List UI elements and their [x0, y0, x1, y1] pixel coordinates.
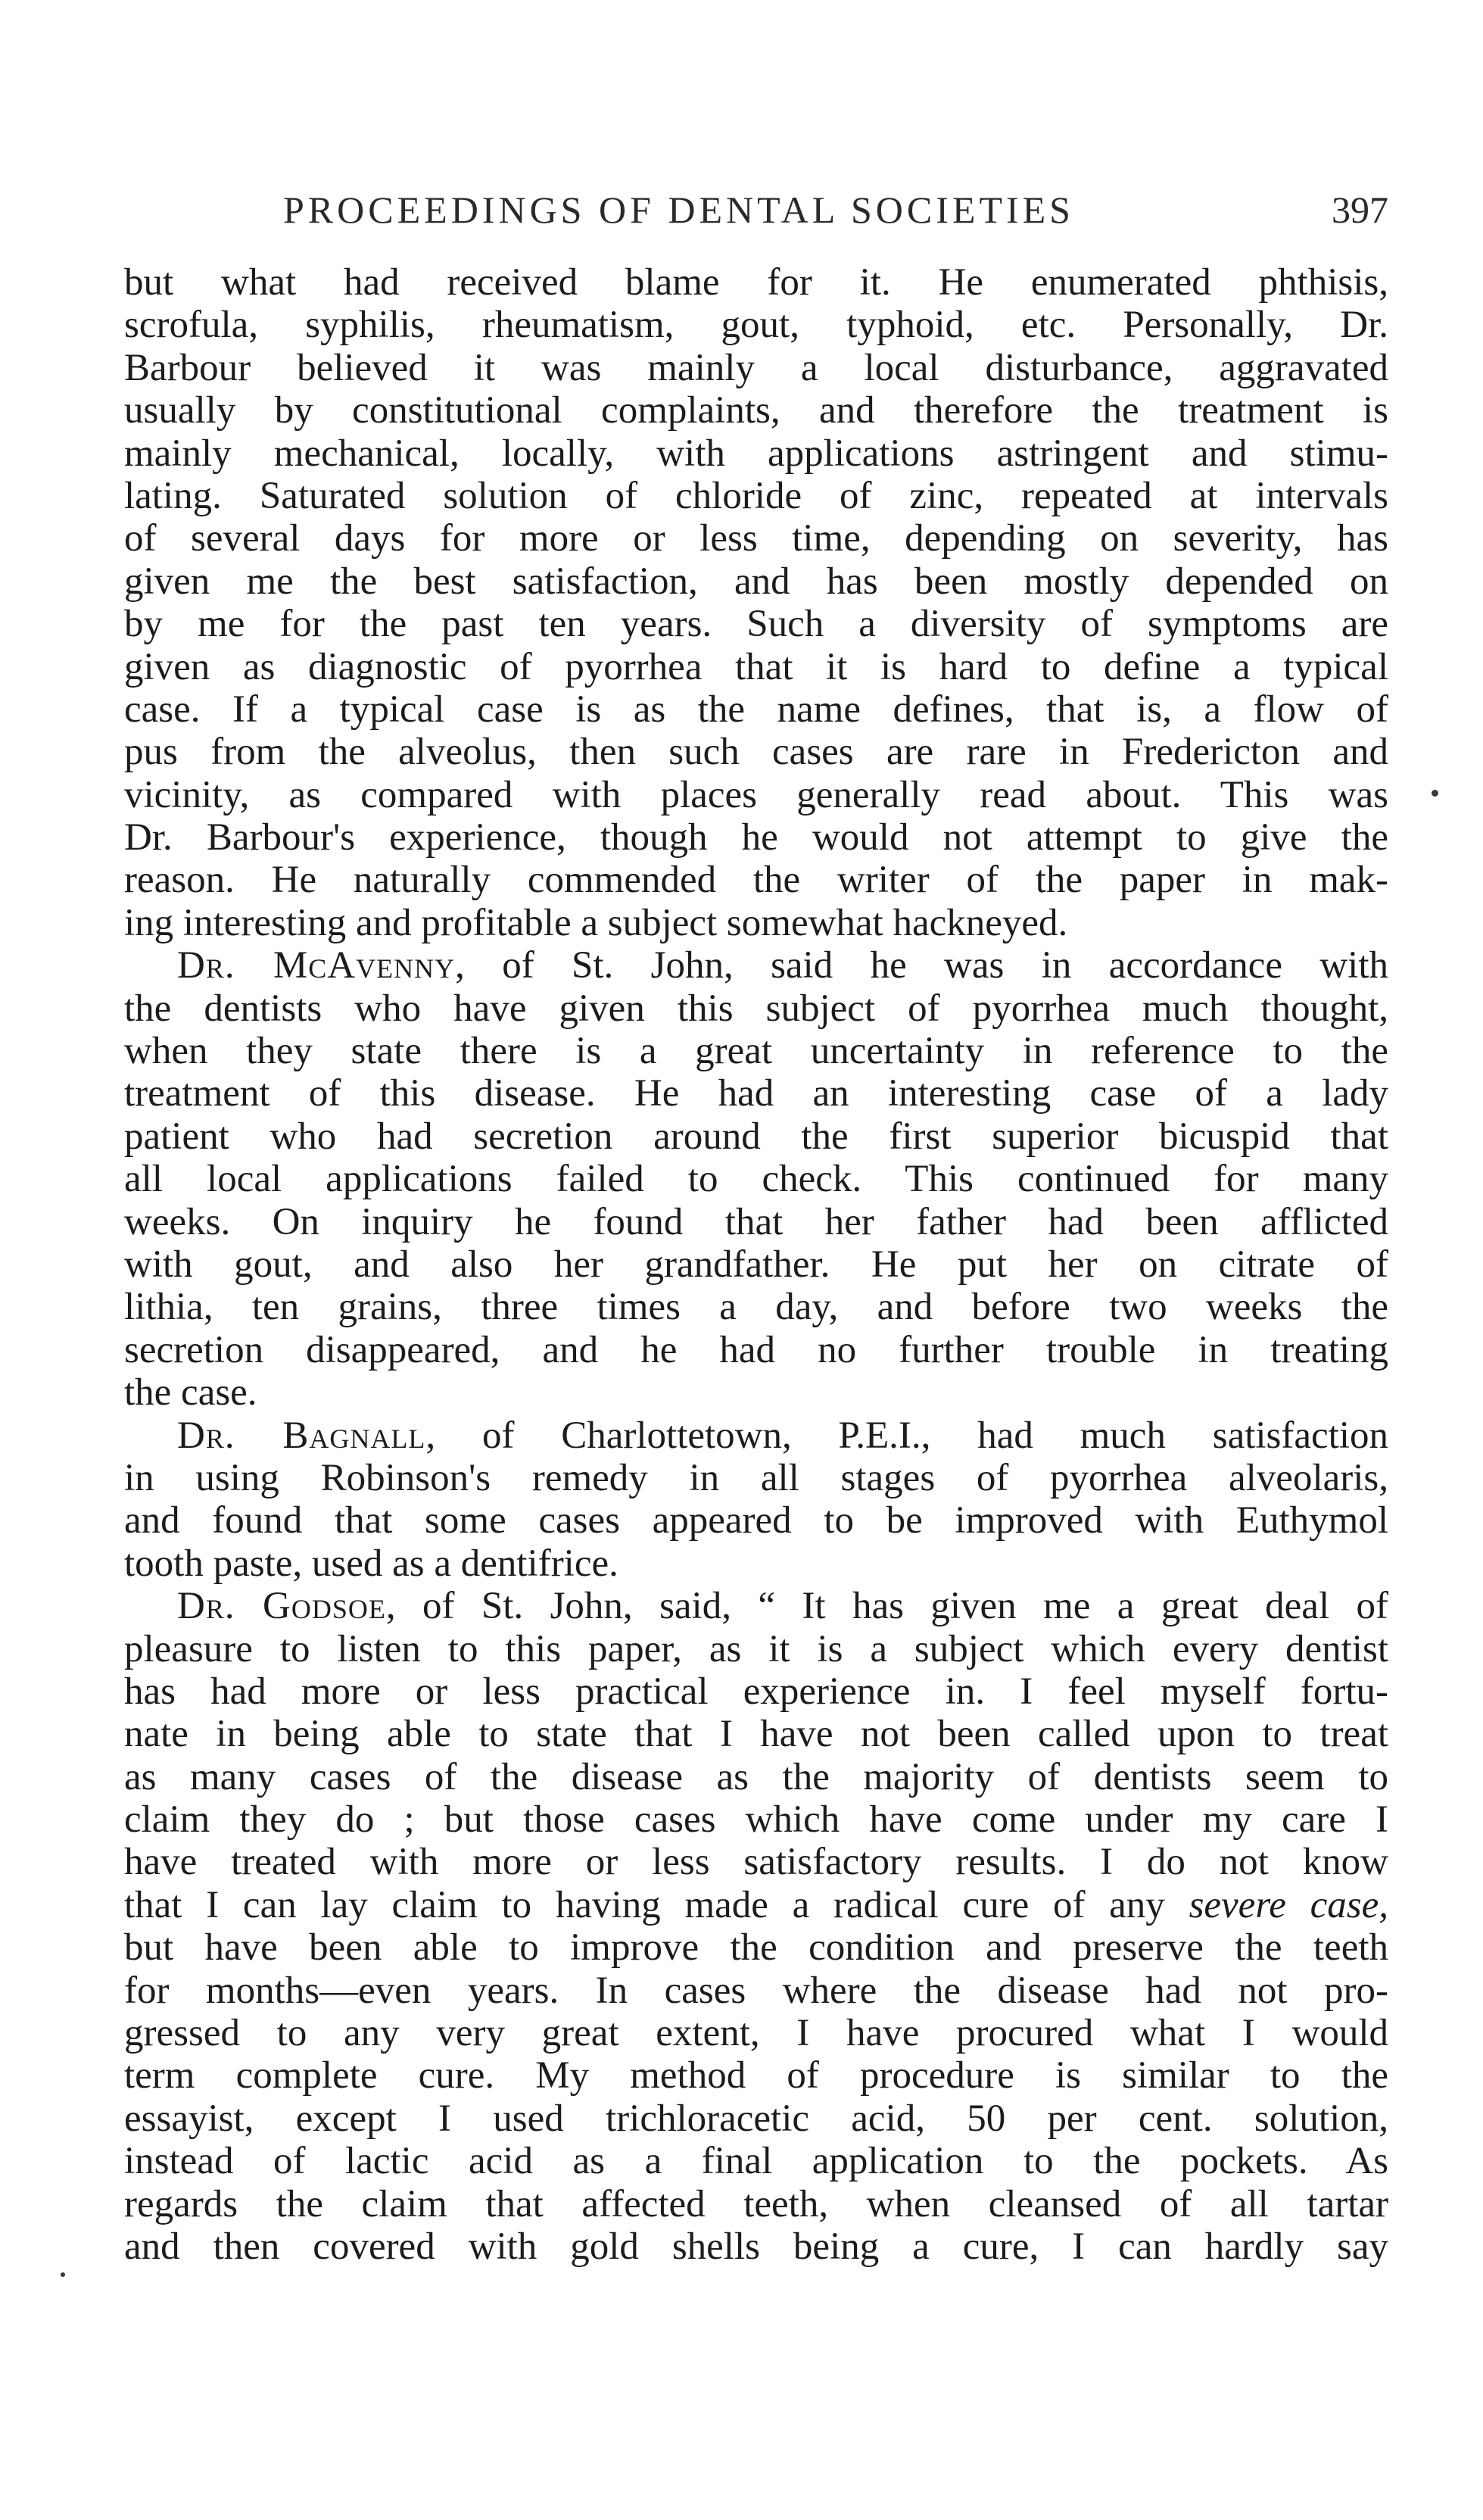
text-line — [124, 1585, 1388, 1627]
text-line: has had more or less practical experience in. I feel myself fortu- — [124, 1670, 1388, 1713]
text-line: by me for the past ten years. Such a diversity of symptoms are — [124, 603, 1388, 646]
text-line: Dr. Barbour's experience, though he would not attempt to give the — [124, 816, 1388, 859]
italic-phrase: severe case, — [1189, 1883, 1388, 1926]
text-line: but what had received blame for it. He enumerated phthisis, — [124, 261, 1388, 304]
text-line: and found that some cases appeared to be improved with Euthymol — [124, 1499, 1388, 1542]
text-line: Barbour believed it was mainly a local disturbance, aggravated — [124, 346, 1388, 389]
text-line: have treated with more or less satisfactory results. I do not know — [124, 1841, 1388, 1884]
text-line: secretion disappeared, and he had no further trouble in treating — [124, 1328, 1388, 1371]
text-line: term complete cure. My method of procedure is similar to the — [124, 2054, 1388, 2097]
text-line: the case. — [124, 1371, 257, 1414]
text-line: claim they do ; but those cases which have come under my care I — [124, 1798, 1388, 1842]
text-line: ing interesting and profitable a subject somewhat hackneyed. — [124, 901, 1068, 944]
body-text — [124, 261, 1388, 2268]
text-line — [124, 944, 1388, 987]
text-line: lithia, ten grains, three times a day, and before two weeks the — [124, 1286, 1388, 1329]
text-line: nate in being able to state that I have not been called upon to treat — [124, 1713, 1388, 1756]
text-line: of several days for more or less time, depending on severity, has — [124, 517, 1388, 560]
text-line: usually by constitutional complaints, and therefore the treatment is — [124, 389, 1388, 432]
text-line: with gout, and also her grandfather. He put her on citrate of — [124, 1243, 1388, 1286]
text-line: when they state there is a great uncertainty in reference to the — [124, 1030, 1388, 1073]
text-line: tooth paste, used as a dentifrice. — [124, 1542, 618, 1585]
margin-dot — [1432, 790, 1438, 797]
text-run: , of St. John, said he was in accordance with — [455, 944, 1388, 987]
text-line: pleasure to listen to this paper, as it is a subject which every dentist — [124, 1627, 1388, 1670]
text-run: , of St. John, said, “ It has given me a great deal of — [385, 1585, 1388, 1628]
text-line: vicinity, as compared with places generally read about. This was — [124, 773, 1388, 816]
text-line: and then covered with gold shells being a cure, I can hardly say — [124, 2225, 1388, 2268]
text-line: essayist, except I used trichloracetic acid, 50 per cent. solution, — [124, 2097, 1388, 2140]
text-line: given me the best satisfaction, and has been mostly depended on — [124, 560, 1388, 603]
text-line: weeks. On inquiry he found that her father had been afflicted — [124, 1200, 1388, 1243]
text-line: the dentists who have given this subject of pyorrhea much thought, — [124, 987, 1388, 1030]
text-line: patient who had secretion around the first superior bicuspid that — [124, 1115, 1388, 1158]
text-line: in using Robinson's remedy in all stages of pyorrhea alveolaris, — [124, 1456, 1388, 1499]
paragraph-4 — [124, 1585, 1388, 2268]
text-line: mainly mechanical, locally, with applications astringent and stimu- — [124, 432, 1388, 475]
text-line: given as diagnostic of pyorrhea that it is hard to define a typical — [124, 645, 1388, 688]
text-line: as many cases of the disease as the majority of dentists seem to — [124, 1755, 1388, 1798]
speaker-name: Dr. Godsoe — [177, 1585, 386, 1628]
speaker-name: Dr. Bagnall — [177, 1414, 426, 1457]
text-line: instead of lactic acid as a final application to the pockets. As — [124, 2140, 1388, 2183]
text-line: reason. He naturally commended the writer of the paper in mak- — [124, 859, 1388, 902]
speaker-name: Dr. McAvenny — [177, 944, 456, 987]
margin-dot — [61, 2272, 65, 2277]
paragraph-3 — [124, 1414, 1388, 1586]
text-line — [124, 1884, 1388, 1926]
paragraph-1 — [124, 261, 1388, 944]
text-line: lating. Saturated solution of chloride of zinc, repeated at intervals — [124, 474, 1388, 517]
text-run: , of Charlottetown, P.E.I., had much satisfaction — [425, 1414, 1388, 1457]
text-line — [124, 1414, 1388, 1457]
text-line: but have been able to improve the condition and preserve the teeth — [124, 1926, 1388, 1970]
text-line: gressed to any very great extent, I have procured what I would — [124, 2012, 1388, 2055]
text-line: pus from the alveolus, then such cases are rare in Fredericton and — [124, 731, 1388, 774]
text-line: case. If a typical case is as the name defines, that is, a flow of — [124, 688, 1388, 731]
text-line: treatment of this disease. He had an interesting case of a lady — [124, 1072, 1388, 1115]
text-line: for months—even years. In cases where the disease had not pro- — [124, 1969, 1388, 2012]
text-line: scrofula, syphilis, rheumatism, gout, typhoid, etc. Personally, Dr. — [124, 304, 1388, 347]
text-run: that I can lay claim to having made a radical cure of any — [124, 1883, 1165, 1926]
running-head — [124, 188, 1388, 241]
text-line: regards the claim that affected teeth, when cleansed of all tartar — [124, 2182, 1388, 2225]
text-line: all local applications failed to check. This continued for many — [124, 1158, 1388, 1201]
paragraph-2 — [124, 944, 1388, 1414]
running-title: PROCEEDINGS OF DENTAL SOCIETIES — [283, 189, 1074, 231]
page-number: 397 — [1332, 189, 1388, 231]
